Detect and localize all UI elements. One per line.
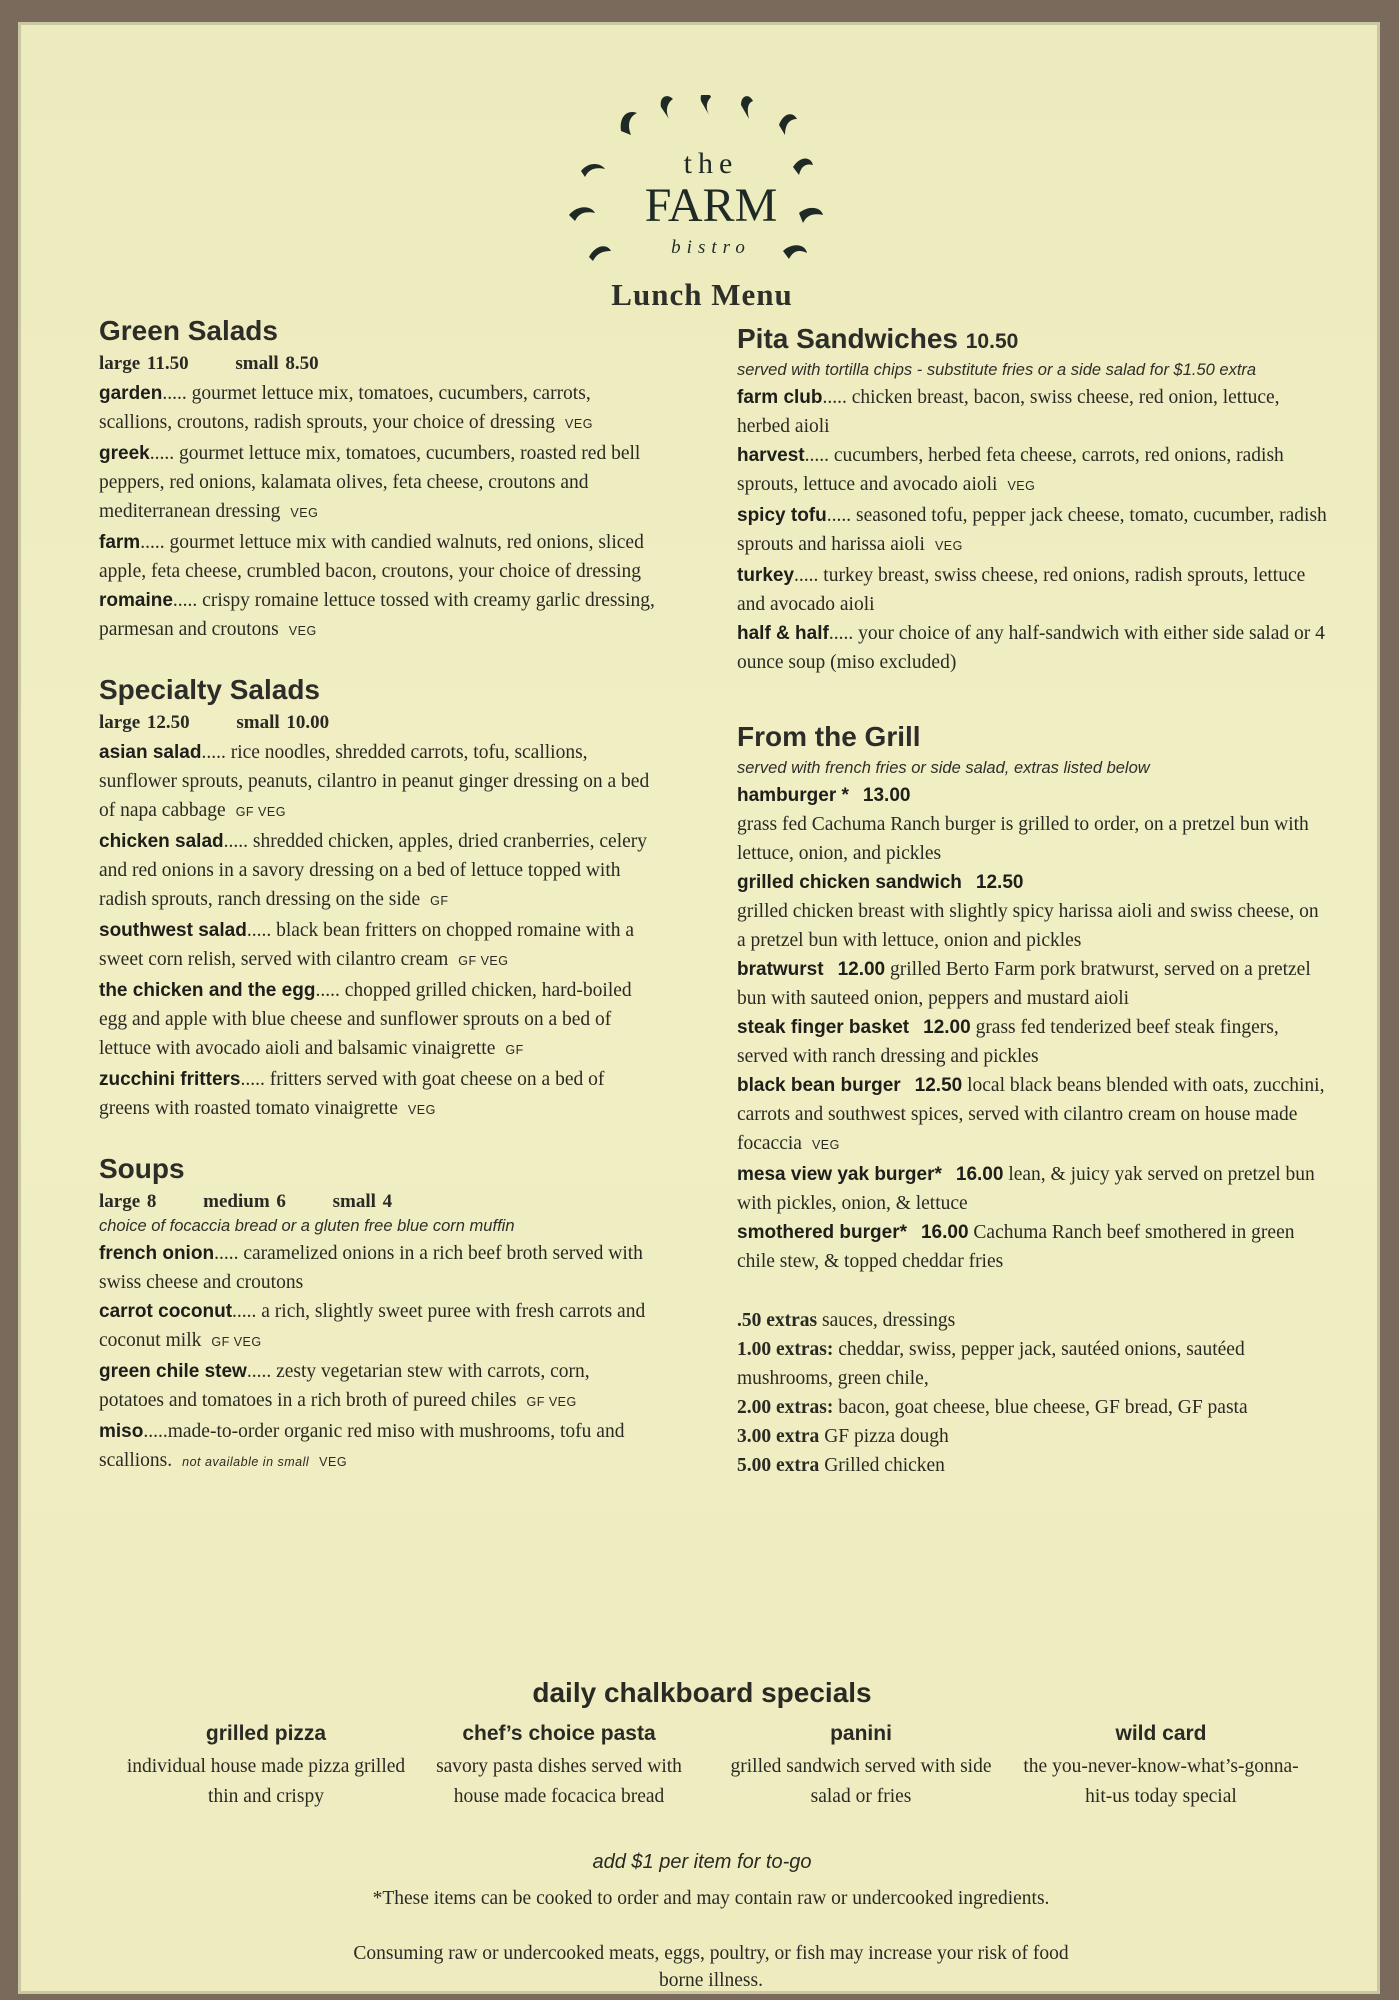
pita-section xyxy=(737,323,1327,677)
extras-text: sauces, dressings xyxy=(817,1310,956,1331)
item-desc: ..... seasoned tofu, pepper jack cheese, tomato, cucumber, radish sprouts and harissa aioli xyxy=(737,505,1327,555)
special-desc: individual house made pizza grilled thin and crispy xyxy=(126,1756,406,1807)
menu-item xyxy=(99,916,659,976)
item-name: farm xyxy=(99,532,141,553)
item-desc: ..... caramelized onions in a rich beef broth served with swiss cheese and croutons xyxy=(99,1243,643,1293)
pita-list xyxy=(737,383,1327,677)
togo-note: add $1 per item for to-go xyxy=(592,1851,812,1873)
svg-text:FARM: FARM xyxy=(644,179,778,232)
grill-note: served with french fries or side salad, extras listed below xyxy=(737,759,1150,777)
grill-list xyxy=(737,781,1327,1276)
item-desc: ..... cucumbers, herbed feta cheese, carrots, red onions, radish sprouts, lettuce and avocado aioli xyxy=(737,445,1284,495)
item-price: 13.00 xyxy=(862,785,911,806)
menu-item xyxy=(737,1160,1327,1218)
green-salads-sizes xyxy=(99,353,659,375)
diet-tag: GF xyxy=(505,1043,524,1057)
item-name: romaine xyxy=(99,590,173,611)
menu-item xyxy=(99,528,659,586)
item-desc: ..... black bean fritters on chopped romaine with a sweet corn relish, served with cilantro cream xyxy=(99,920,634,970)
menu-item xyxy=(737,383,1327,441)
svg-text:bistro: bistro xyxy=(671,237,751,258)
diet-tag: VEG xyxy=(288,624,317,638)
right-column xyxy=(737,323,1327,1480)
diet-tag: GF VEG xyxy=(526,1395,577,1409)
grill-section xyxy=(737,721,1327,1276)
item-name: chicken salad xyxy=(99,831,224,852)
svg-text:the: the xyxy=(683,147,739,180)
item-price: 16.00 xyxy=(920,1222,969,1243)
item-desc: Cachuma Ranch beef smothered in green chile stew, & topped cheddar fries xyxy=(737,1222,1295,1272)
specialty-salads-list xyxy=(99,738,659,1125)
menu-item xyxy=(737,868,1327,955)
special-panini xyxy=(721,1722,1001,1812)
item-desc: ..... chicken breast, bacon, swiss cheese, red onion, lettuce, herbed aioli xyxy=(737,387,1280,437)
item-desc: grass fed tenderized beef steak fingers, served with ranch dressing and pickles xyxy=(737,1017,1279,1067)
item-name: hamburger * xyxy=(737,785,849,806)
item-desc: ..... chopped grilled chicken, hard-boiled egg and apple with blue cheese and sunflower sprouts on a bed of lettuce with avocado aioli and balsamic vinaigrette xyxy=(99,980,632,1059)
special-name: grilled pizza xyxy=(205,1722,327,1745)
extras-text: GF pizza dough xyxy=(819,1426,949,1447)
item-desc: ..... gourmet lettuce mix with candied walnuts, red onions, sliced apple, feta cheese, crumbled bacon, croutons, your choice of dressing xyxy=(99,532,644,582)
farm-bistro-logo xyxy=(561,95,861,265)
extras-line xyxy=(737,1393,1327,1422)
green-salads-section xyxy=(99,315,659,646)
item-desc: ..... turkey breast, swiss cheese, red onions, radish sprouts, lettuce and avocado aioli xyxy=(737,565,1306,615)
special-wild-card xyxy=(1021,1722,1301,1812)
menu-item xyxy=(99,1065,659,1125)
extras-text: bacon, goat cheese, blue cheese, GF bread, GF pasta xyxy=(833,1397,1248,1418)
item-name: smothered burger* xyxy=(737,1222,907,1243)
diet-tag: VEG xyxy=(934,539,963,553)
extras-line xyxy=(737,1335,1327,1393)
size-large: large 12.50 xyxy=(99,712,190,733)
item-name: zucchini fritters xyxy=(99,1069,241,1090)
item-name: half & half xyxy=(737,623,829,644)
left-column xyxy=(99,315,659,1477)
green-salads-list xyxy=(99,379,659,646)
menu-item xyxy=(99,439,659,528)
item-price: 12.50 xyxy=(975,872,1024,893)
menu-item xyxy=(737,1071,1327,1160)
menu-item xyxy=(737,1013,1327,1071)
item-name: miso xyxy=(99,1421,144,1442)
item-price: 12.50 xyxy=(914,1075,963,1096)
pita-title-text: Pita Sandwiches xyxy=(737,323,958,354)
item-price: 12.00 xyxy=(923,1017,971,1038)
specialty-salads-section xyxy=(99,674,659,1125)
special-desc: grilled sandwich served with side salad or fries xyxy=(730,1756,992,1807)
menu-title: Lunch Menu xyxy=(611,277,793,312)
menu-item xyxy=(737,561,1327,619)
size-small: small 8.50 xyxy=(235,353,319,374)
item-price: 12.00 xyxy=(837,959,886,980)
special-chefs-choice-pasta xyxy=(419,1722,699,1812)
size-small: small 4 xyxy=(332,1191,393,1212)
special-name: chef’s choice pasta xyxy=(462,1722,656,1745)
item-desc: ..... your choice of any half-sandwich with either side salad or 4 ounce soup (miso excluded) xyxy=(737,623,1325,673)
size-small: small 10.00 xyxy=(236,712,330,733)
item-name: asian salad xyxy=(99,742,202,763)
size-large: large 8 xyxy=(99,1191,157,1212)
diet-tag: VEG xyxy=(565,417,593,431)
item-name: greek xyxy=(99,443,150,464)
soup-sizes xyxy=(99,1191,659,1213)
item-desc: .....made-to-order organic red miso with mushrooms, tofu and scallions. xyxy=(99,1421,625,1471)
menu-sheet xyxy=(18,22,1380,1994)
diet-tag: GF VEG xyxy=(211,1335,262,1349)
size-large: large 11.50 xyxy=(99,353,189,374)
item-desc: ..... zesty vegetarian stew with carrots, corn, potatoes and tomatoes in a rich broth of pureed chiles xyxy=(99,1361,590,1411)
menu-item xyxy=(737,441,1327,501)
item-desc: grass fed Cachuma Ranch burger is grilled to order, on a pretzel bun with lettuce, onion, and pickles xyxy=(737,814,1309,864)
grill-title: From the Grill xyxy=(737,721,921,752)
soups-title: Soups xyxy=(99,1153,185,1184)
disclaimer-raw: *These items can be cooked to order and may contain raw or undercooked ingredients. xyxy=(372,1888,1050,1909)
item-name: black bean burger xyxy=(737,1075,901,1096)
item-desc: ..... gourmet lettuce mix, tomatoes, cucumbers, carrots, scallions, croutons, radish sprouts, your choice of dressing xyxy=(99,383,591,433)
pita-note: served with tortilla chips - substitute fries or a side salad for $1.50 extra xyxy=(737,361,1257,379)
diet-tag: VEG xyxy=(290,506,319,520)
item-name: mesa view yak burger* xyxy=(737,1164,942,1185)
menu-item xyxy=(99,1297,659,1357)
specialty-salads-title: Specialty Salads xyxy=(99,674,321,705)
item-name: southwest salad xyxy=(99,920,247,941)
item-desc: grilled Berto Farm pork bratwurst, served on a pretzel bun with sauteed onion, peppers and mustard aioli xyxy=(737,959,1311,1009)
item-name: carrot coconut xyxy=(99,1301,233,1322)
menu-item xyxy=(99,1357,659,1417)
extras-list xyxy=(737,1306,1327,1480)
diet-tag: GF xyxy=(430,894,449,908)
item-desc: ..... fritters served with goat cheese on a bed of greens with roasted tomato vinaigrette xyxy=(99,1069,605,1119)
diet-tag: VEG xyxy=(1007,479,1036,493)
menu-item xyxy=(99,827,659,916)
specialty-salads-sizes xyxy=(99,712,659,734)
menu-item xyxy=(99,1417,659,1477)
green-salads-title: Green Salads xyxy=(99,315,278,346)
special-desc: savory pasta dishes served with house made focacica bread xyxy=(436,1756,682,1807)
item-name: harvest xyxy=(737,445,805,466)
menu-item xyxy=(99,379,659,439)
extras-text: Grilled chicken xyxy=(819,1455,945,1476)
item-desc: grilled chicken breast with slightly spicy harissa aioli and swiss cheese, on a pretzel bun with lettuce, onion and pickles xyxy=(737,901,1319,951)
diet-tag: VEG xyxy=(811,1138,840,1152)
item-note: not available in small xyxy=(182,1455,310,1469)
diet-tag: VEG xyxy=(319,1455,348,1469)
item-desc: ..... gourmet lettuce mix, tomatoes, cucumbers, roasted red bell peppers, red onions, kalamata olives, feta cheese, croutons and mediterranean dressing xyxy=(99,443,641,522)
disclaimer-risk: Consuming raw or undercooked meats, eggs, poultry, or fish may increase your risk of food borne illness. xyxy=(353,1943,1069,1991)
menu-item xyxy=(99,1239,659,1297)
item-name: steak finger basket xyxy=(737,1017,910,1038)
menu-item xyxy=(737,1218,1327,1276)
menu-item xyxy=(737,955,1327,1013)
extras-label: 1.00 extras: xyxy=(737,1339,834,1360)
item-desc: ..... crispy romaine lettuce tossed with creamy garlic dressing, parmesan and croutons xyxy=(99,590,655,640)
special-desc: the you-never-know-what’s-gonna-hit-us today special xyxy=(1023,1756,1299,1807)
item-name: french onion xyxy=(99,1243,215,1264)
special-grilled-pizza xyxy=(126,1722,406,1812)
soups-list xyxy=(99,1239,659,1477)
diet-tag: GF VEG xyxy=(458,954,509,968)
extras-label: 3.00 extra xyxy=(737,1426,820,1447)
special-name: panini xyxy=(830,1722,892,1745)
pita-title xyxy=(737,323,1327,355)
soups-section xyxy=(99,1153,659,1477)
item-desc: local black beans blended with oats, zucchini, carrots and southwest spices, served with cilantro cream on house made focaccia xyxy=(737,1075,1325,1154)
item-name: the chicken and the egg xyxy=(99,980,316,1001)
extras-text: cheddar, swiss, pepper jack, sautéed onions, sautéed mushrooms, green chile, xyxy=(737,1339,1245,1389)
item-desc: ..... a rich, slightly sweet puree with fresh carrots and coconut milk xyxy=(99,1301,646,1351)
sun-rays-icon xyxy=(561,95,861,265)
item-price: 16.00 xyxy=(955,1164,1004,1185)
extras-line xyxy=(737,1422,1327,1451)
menu-item xyxy=(737,619,1327,677)
item-name: grilled chicken sandwich xyxy=(737,872,962,893)
item-name: turkey xyxy=(737,565,795,586)
extras-line xyxy=(737,1306,1327,1335)
item-name: garden xyxy=(99,383,163,404)
item-name: bratwurst xyxy=(737,959,824,980)
menu-item xyxy=(99,976,659,1065)
extras-label: .50 extras xyxy=(737,1310,818,1331)
extras-label: 2.00 extras: xyxy=(737,1397,834,1418)
diet-tag: VEG xyxy=(407,1103,436,1117)
pita-price: 10.50 xyxy=(965,330,1019,353)
extras-line xyxy=(737,1451,1327,1480)
item-name: spicy tofu xyxy=(737,505,827,526)
specials-title: daily chalkboard specials xyxy=(532,1677,872,1708)
item-name: farm club xyxy=(737,387,823,408)
item-desc: lean, & juicy yak served on pretzel bun with pickles, onion, & lettuce xyxy=(737,1164,1315,1214)
menu-item xyxy=(737,501,1327,561)
menu-item xyxy=(99,586,659,646)
menu-item xyxy=(99,738,659,827)
item-desc: ..... shredded chicken, apples, dried cranberries, celery and red onions in a savory dressing on a bed of lettuce topped with radish sprouts, ranch dressing on the side xyxy=(99,831,648,910)
menu-item xyxy=(737,781,1327,868)
soups-note: choice of focaccia bread or a gluten free blue corn muffin xyxy=(99,1217,515,1235)
diet-tag: GF VEG xyxy=(235,805,286,819)
special-name: wild card xyxy=(1115,1722,1207,1745)
item-desc: ..... rice noodles, shredded carrots, tofu, scallions, sunflower sprouts, peanuts, cilantro in peanut ginger dressing on a bed of napa cabbage xyxy=(99,742,650,821)
item-name: green chile stew xyxy=(99,1361,247,1382)
extras-label: 5.00 extra xyxy=(737,1455,820,1476)
size-medium: medium 6 xyxy=(203,1191,286,1212)
